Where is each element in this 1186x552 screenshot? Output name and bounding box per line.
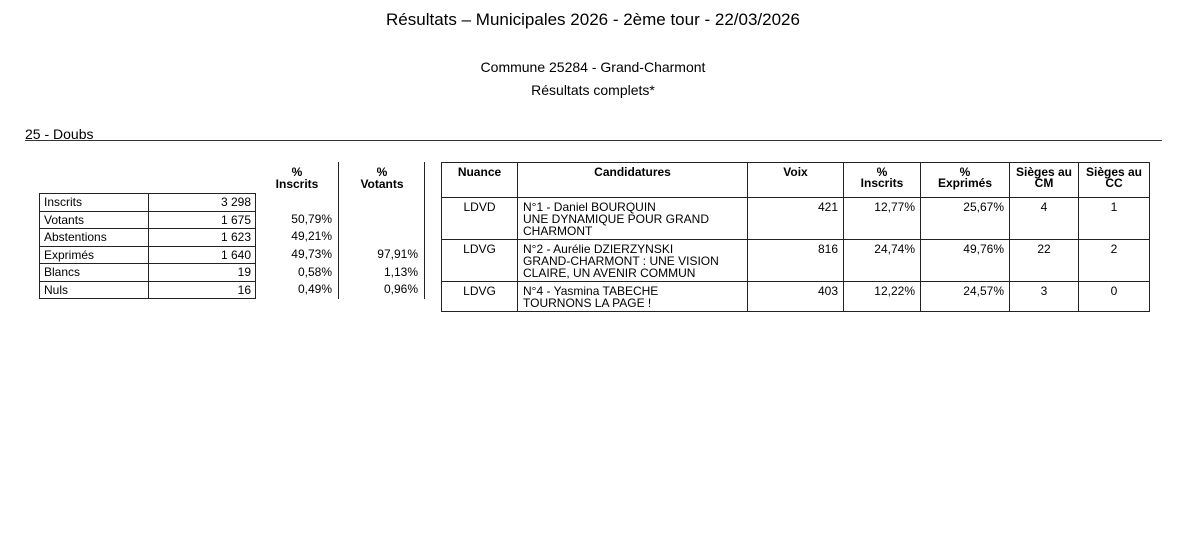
stats-row [40,246,256,264]
sieges-cm-cell: 4 [1010,198,1079,240]
pct-exprimes-cell: 49,76% [921,240,1010,282]
pct-votants-value: 97,91% [377,247,418,262]
header-line: Inscrits [860,176,904,190]
stats-value: 1 623 [149,229,256,247]
sieges-cc-cell: 1 [1079,198,1150,240]
stats-value: 19 [149,264,256,282]
header-pct-inscrits [262,166,332,190]
candidate-row [442,240,1150,282]
sieges-cm-cell: 22 [1010,240,1079,282]
candidate-name: N°4 - Yasmina TABECHE [523,284,659,298]
pct-inscrits-value: 50,79% [291,211,332,226]
list-name-line: CLAIRE, UN AVENIR COMMUN [523,266,696,280]
department-divider [25,140,1162,141]
voix-cell: 421 [748,198,844,240]
header-line: % [959,165,971,179]
pct-votants-value [346,211,418,229]
header-pct-symbol: % [291,165,303,179]
stats-label: Abstentions [40,229,149,247]
department-label: 25 - Doubs [25,126,94,142]
stats-label: Exprimés [40,246,149,264]
voix-cell: 403 [748,282,844,312]
pct-inscrits-value [262,193,332,211]
pct-exprimes-cell: 24,57% [921,282,1010,312]
header-line: CM [1034,176,1054,190]
stats-value: 1 675 [149,211,256,229]
pct-inscrits-value: 49,73% [291,247,332,262]
pct-votants-value: 0,96% [383,282,418,297]
nuance-cell: LDVD [442,198,518,240]
nuance-cell: LDVG [442,240,518,282]
participation-table [39,193,256,299]
header-pct-exprimes [921,163,1010,198]
stats-label: Votants [40,211,149,229]
header-pct-votants [346,166,418,190]
header-nuance: Nuance [442,163,518,198]
pct-inscrits-cell: 12,22% [844,282,921,312]
header-sieges-cm [1010,163,1079,198]
stats-value: 1 640 [149,246,256,264]
sieges-cc-cell: 2 [1079,240,1150,282]
header-pct-label: Inscrits [275,177,319,191]
stats-row [40,229,256,247]
header-line: Exprimés [937,176,993,190]
list-name-line: GRAND-CHARMONT : UNE VISION [523,254,719,268]
header-pct-inscrits [844,163,921,198]
pct-votants-value [346,228,418,246]
commune-name: Commune 25284 - Grand-Charmont [480,59,706,75]
candidate-name: N°2 - Aurélie DZIERZYNSKI [523,242,674,256]
candidate-row [442,198,1150,240]
stats-label: Blancs [40,264,149,282]
sieges-cc-cell: 0 [1079,282,1150,312]
column-divider [338,162,339,299]
stats-label: Nuls [40,281,149,299]
list-name-line: UNE DYNAMIQUE POUR GRAND [523,212,710,226]
pct-inscrits-cell: 12,77% [844,198,921,240]
pct-votants-column [346,193,418,299]
pct-exprimes-cell: 25,67% [921,198,1010,240]
results-header-row [442,163,1150,198]
stats-value: 3 298 [149,194,256,212]
header-line: CC [1105,176,1123,190]
sieges-cm-cell: 3 [1010,282,1079,312]
candidate-row [442,282,1150,312]
pct-inscrits-value: 0,49% [297,282,332,297]
list-name-line: CHARMONT [523,224,593,238]
results-status: Résultats complets* [531,82,655,98]
column-divider [424,162,425,299]
pct-inscrits-value: 0,58% [297,264,332,279]
header-candidatures: Candidatures [518,163,748,198]
stats-row [40,194,256,212]
stats-row [40,281,256,299]
candidature-cell [518,198,748,240]
header-line: Sièges au [1085,165,1143,179]
pct-inscrits-column [262,193,332,299]
stats-label: Inscrits [40,194,149,212]
stats-row [40,211,256,229]
list-name-line: TOURNONS LA PAGE ! [523,296,652,310]
header-sieges-cc [1079,163,1150,198]
pct-votants-value: 1,13% [383,264,418,279]
candidature-cell [518,240,748,282]
pct-inscrits-value: 49,21% [291,229,332,244]
stats-row [40,264,256,282]
header-voix: Voix [748,163,844,198]
pct-inscrits-cell: 24,74% [844,240,921,282]
candidature-cell [518,282,748,312]
pct-votants-value [346,193,418,211]
header-line: % [876,165,888,179]
header-line: Sièges au [1015,165,1073,179]
page-title: Résultats – Municipales 2026 - 2ème tour - 22/03/2026 [386,10,800,29]
voix-cell: 816 [748,240,844,282]
nuance-cell: LDVG [442,282,518,312]
header-pct-label: Votants [360,177,404,191]
stats-value: 16 [149,281,256,299]
results-table [441,162,1150,312]
header-pct-symbol: % [376,165,388,179]
candidate-name: N°1 - Daniel BOURQUIN [523,200,656,214]
